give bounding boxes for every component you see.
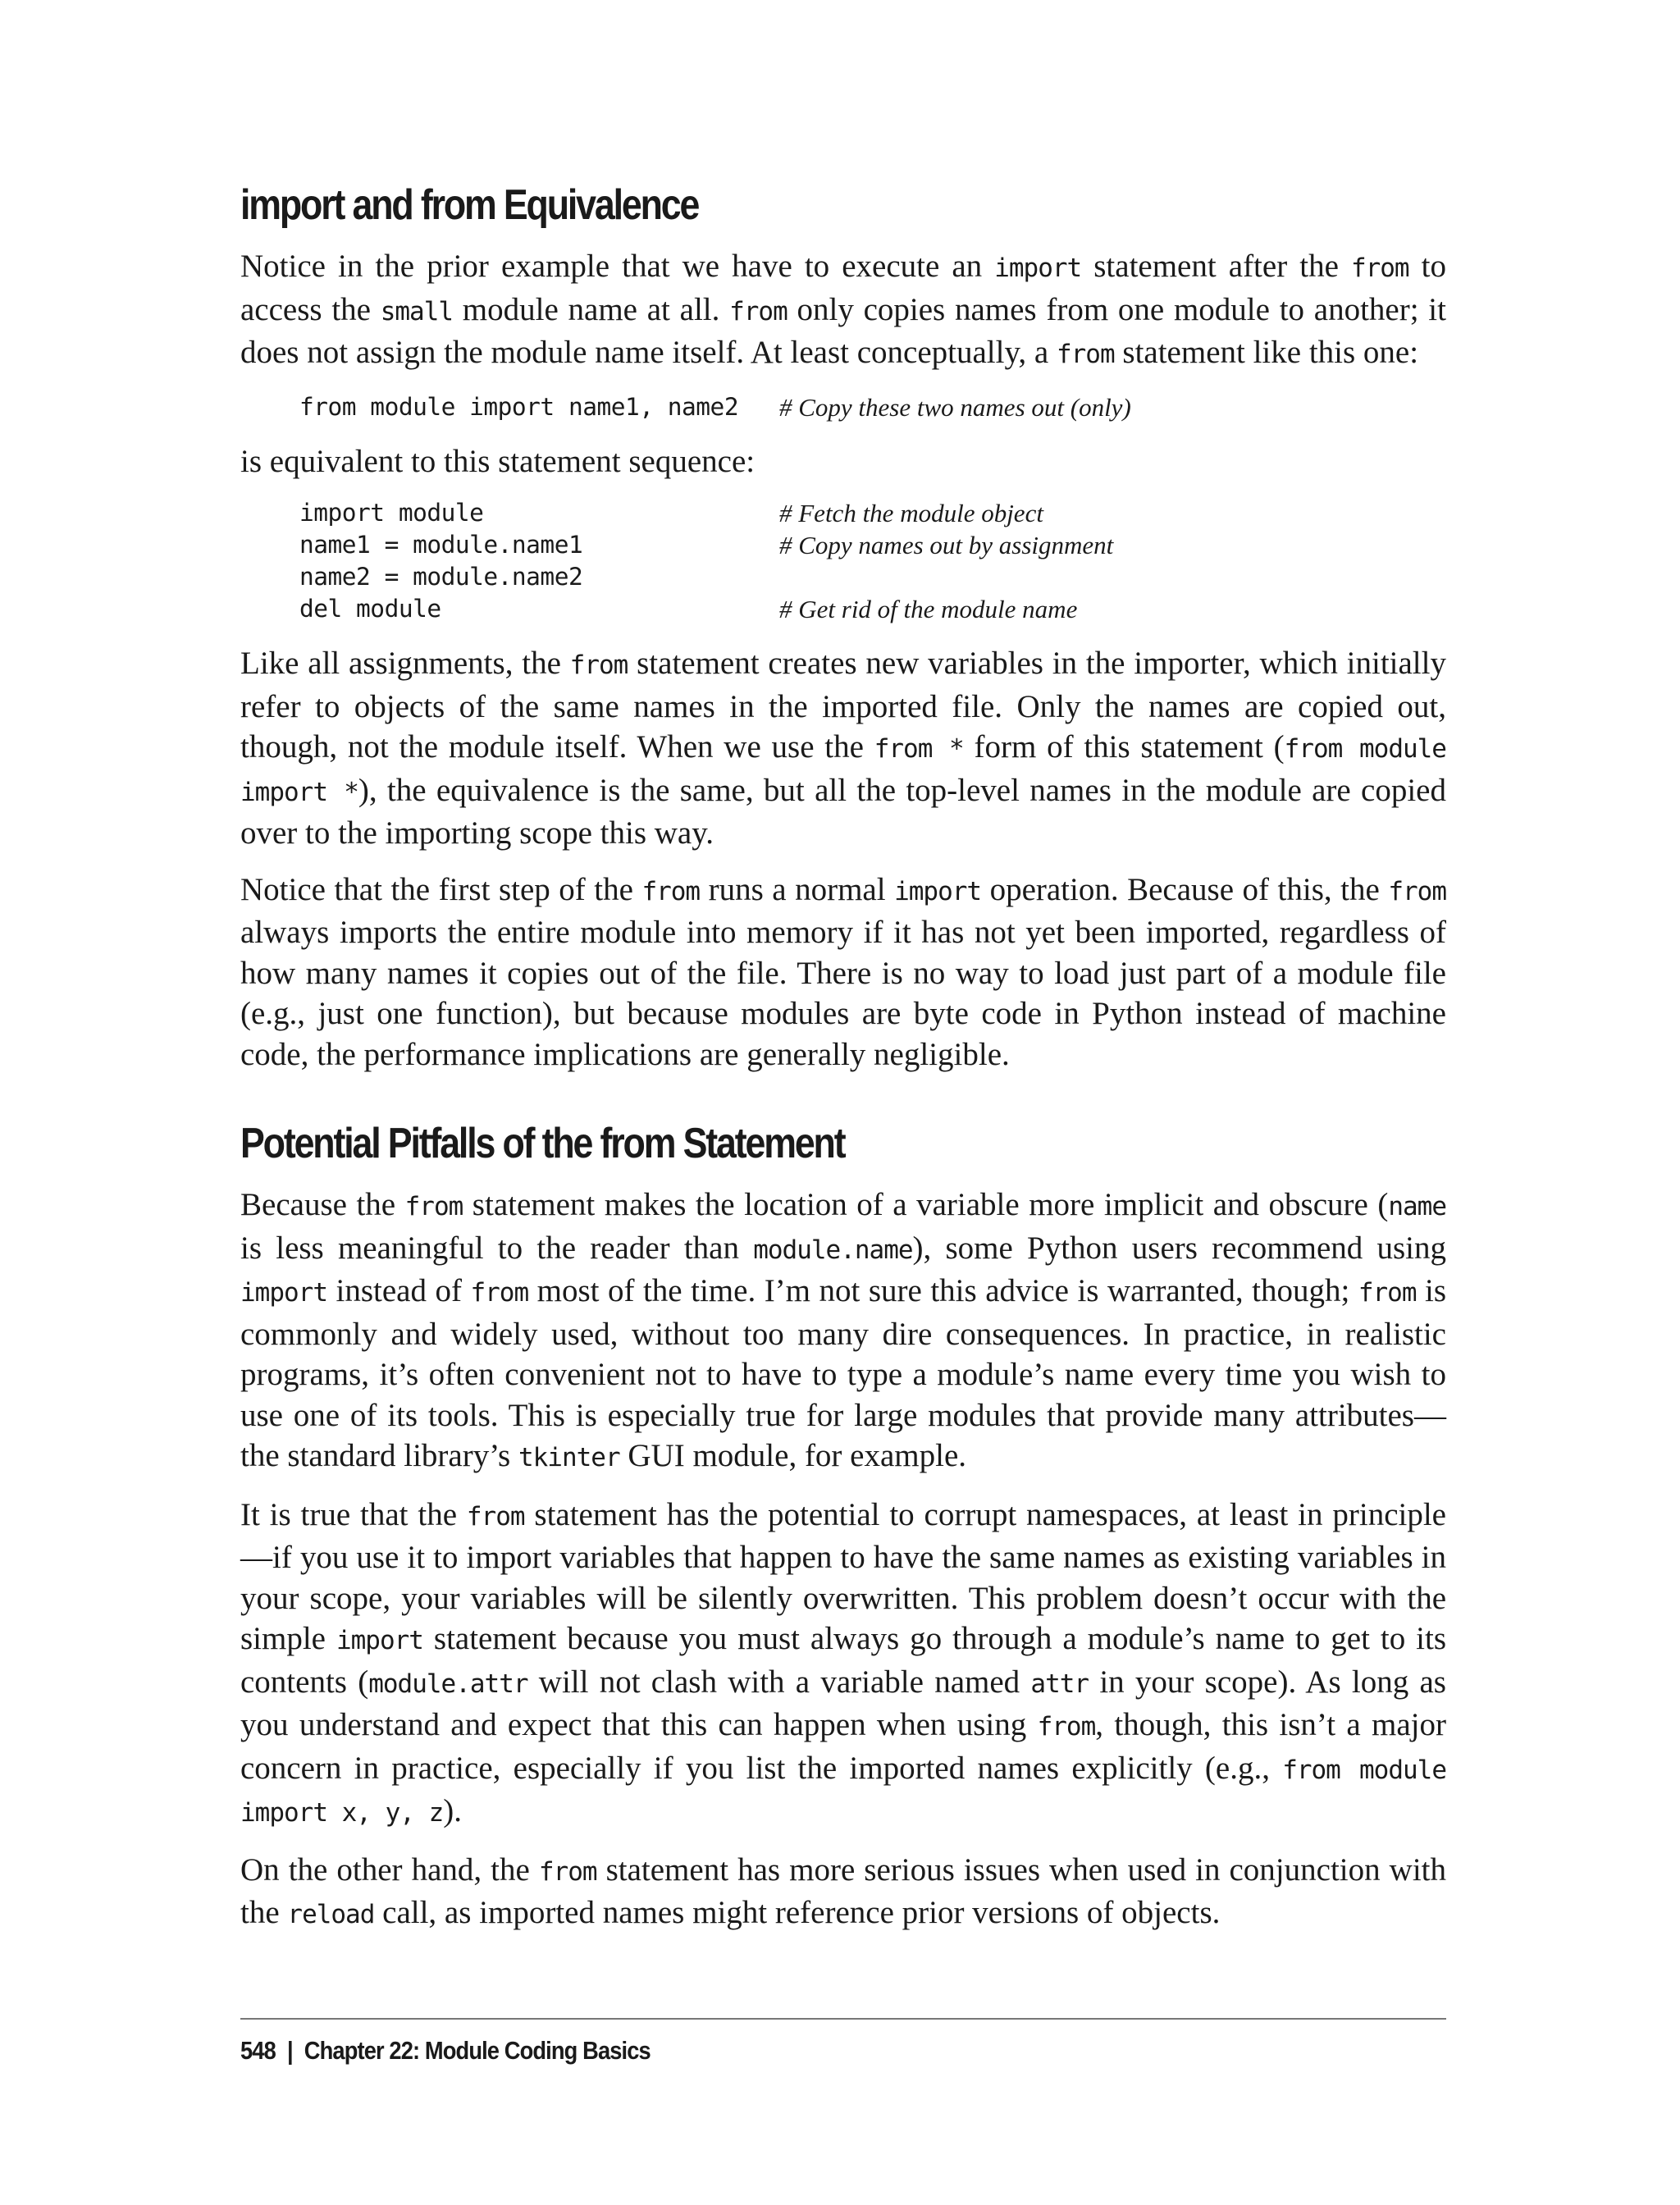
code-example	[299, 391, 1446, 423]
code-line: from module import name1, name2 # Copy these two names out (only)	[299, 392, 1131, 422]
footer-divider	[240, 2018, 1446, 2020]
section-heading-import-from-equivalence: import and from Equivalence	[240, 181, 699, 229]
page-number: 548	[240, 2036, 276, 2065]
code-line: name1 = module.name1 # Copy names out by assignment	[299, 531, 1114, 559]
chapter-title: Chapter 22: Module Coding Basics	[304, 2036, 651, 2065]
paragraph: Like all assignments, the from statement creates new variables in the importer, which initially refer to objects of the same names in the imported file. Only the names are copied out, though, not the module itself. When we use the from * form of this statement (from module import *), the equivalence is the same, but all the top-level names in the module are copied over to the importing scope this way.	[240, 646, 1446, 851]
paragraph: It is true that the from statement has the potential to corrupt namespaces, at least in principle—if you use it to import variables that happen to have the same names as existing variables in your scope, your variables will be silently overwritten. This problem doesn’t occur with the simple import statement because you must always go through a module’s name to get to its contents (module.attr will not clash with a variable named attr in your scope). As long as you understand and expect that this can happen when using from, though, this isn’t a major concern in practice, especially if you list the imported names explicitly (e.g., from module import x, y, z).	[240, 1496, 1446, 1828]
paragraph: is equivalent to this statement sequence:	[240, 443, 756, 479]
page-content	[240, 174, 1446, 1952]
code-example	[299, 497, 1446, 625]
footer-separator: |	[286, 2036, 293, 2065]
code-line: import module # Fetch the module object	[299, 499, 1043, 527]
paragraph: Notice that the first step of the from runs a normal import operation. Because of this, the from always imports the entire module into memory if it has not yet been imported, regardless of how many names it copies out of the file. There is no way to load just part of a module file (e.g., just one function), but because modules are byte code in Python instead of machine code, the performance implications are generally negligible.	[240, 871, 1446, 1072]
code-line: name2 = module.name2	[299, 563, 583, 591]
page-footer	[240, 2036, 651, 2066]
section-heading-potential-pitfalls: Potential Pitfalls of the from Statement	[240, 1120, 845, 1167]
code-line: del module # Get rid of the module name	[299, 595, 1078, 623]
paragraph: On the other hand, the from statement has more serious issues when used in conjunction with the reload call, as imported names might reference prior versions of objects.	[240, 1851, 1446, 1930]
paragraph: Notice in the prior example that we have to execute an import statement after the from to access the small module name at all. from only copies names from one module to another; it does not assign the module name itself. At least conceptually, a from statement like this one:	[240, 249, 1446, 370]
paragraph: Because the from statement makes the location of a variable more implicit and obscure (name is less meaningful to the reader than module.name), some Python users recommend using import instead of from most of the time. I’m not sure this advice is warranted, though; from is commonly and widely used, without too many dire consequences. In practice, in realistic programs, it’s often convenient not to have to type a module’s name every time you wish to use one of its tools. This is especially true for large modules that provide many attributes—the standard library’s tkinter GUI module, for example.	[240, 1187, 1447, 1473]
